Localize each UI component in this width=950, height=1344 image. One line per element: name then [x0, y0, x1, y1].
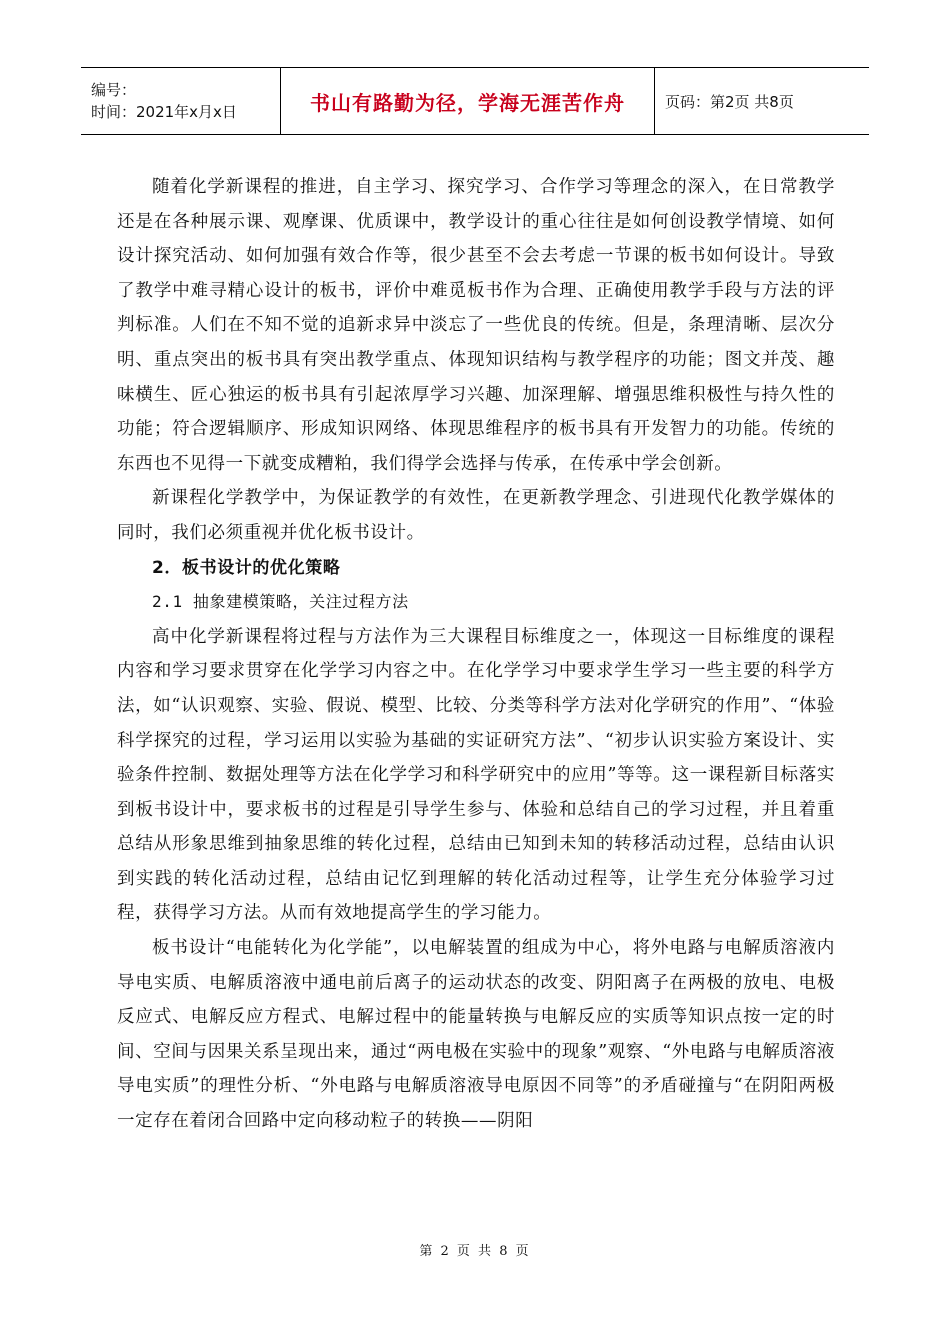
paragraph-1: 随着化学新课程的推进，自主学习、探究学习、合作学习等理念的深入，在日常教学还是在各种展示课、观摩课、优质课中，教学设计的重心往往是如何创设教学情境、如何设计探究活动、如何加强有效合作等，很少甚至不会去考虑一节课的板书如何设计。导致了教学中难寻精心设计的板书，评价中难觅板书作为合理、正确使用教学手段与方法的评判标准。人们在不知不觉的追新求异中淡忘了一些优良的传统。但是，条理清晰、层次分明、重点突出的板书具有突出教学重点、体现知识结构与教学程序的功能；图文并茂、趣味横生、匠心独运的板书具有引起浓厚学习兴趣、加深理解、增强思维积极性与持久性的功能；符合逻辑顺序、形成知识网络、体现思维程序的板书具有开发智力的功能。传统的东西也不见得一下就变成糟粕，我们得学会选择与传承，在传承中学会创新。	[117, 177, 835, 474]
header-meta	[81, 68, 281, 134]
subsection-heading: 2.1 抽象建模策略，关注过程方法	[152, 592, 409, 612]
paragraph-4: 板书设计“电能转化为化学能”，以电解装置的组成为中心，将外电路与电解质溶液内导电实质、电解质溶液中通电前后离子的运动状态的改变、阴阳离子在两极的放电、电极反应式、电解反应方程式、电解过程中的能量转换与电解反应的实质等知识点按一定的时间、空间与因果关系呈现出来，通过“两电极在实验中的现象”观察、“外电路与电解质溶液导电实质”的理性分析、“外电路与电解质溶液导电原因不同等”的矛盾碰撞与“在阴阳两极一定存在着闭合回路中定向移动粒子的转换——阴阳	[117, 938, 835, 1132]
header-motto-cell	[281, 68, 655, 134]
paragraph-3: 高中化学新课程将过程与方法作为三大课程目标维度之一，体现这一目标维度的课程内容和学习要求贯穿在化学学习内容之中。在化学学习中要求学生学习一些主要的科学方法，如“认识观察、实验、假说、模型、比较、分类等科学方法对化学研究的作用”、“体验科学探究的过程，学习运用以实验为基础的实证研究方法”、“初步认识实验方案设计、实验条件控制、数据处理等方法在化学学习和科学研究中的应用”等等。这一课程新目标落实到板书设计中，要求板书的过程是引导学生参与、体验和总结自己的学习过程，并且着重总结从形象思维到抽象思维的转化过程，总结由已知到未知的转移活动过程，总结由认识到实践的转化活动过程，总结由记忆到理解的转化活动过程等，让学生充分体验学习过程，获得学习方法。从而有效地提高学生的学习能力。	[117, 626, 835, 924]
header-page-cell	[655, 68, 869, 134]
header-motto: 书山有路勤为径，学海无涯苦作舟	[310, 90, 625, 115]
document-body	[117, 170, 835, 1139]
section-heading: 2．板书设计的优化策略	[152, 557, 341, 578]
document-date-label: 时间：2021年x月x日	[91, 103, 237, 121]
paragraph-2: 新课程化学教学中，为保证教学的有效性，在更新教学理念、引进现代化教学媒体的同时，我们必须重视并优化板书设计。	[117, 488, 835, 543]
header-page-label: 页码：第2页 共8页	[665, 92, 794, 111]
page-header	[81, 67, 869, 135]
document-number-label: 编号：	[91, 81, 137, 99]
page-footer: 第 2 页 共 8 页	[419, 1244, 531, 1259]
